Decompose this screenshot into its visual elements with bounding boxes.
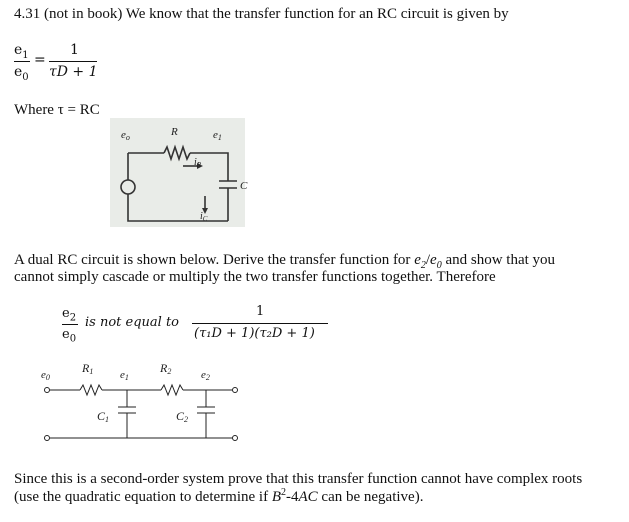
eq1-rhs-numerator: 1 bbox=[70, 42, 79, 58]
c1-label-iR: $i_R$ bbox=[194, 157, 202, 169]
c1-label-C: C bbox=[240, 180, 248, 192]
dual-paragraph-line-2: cannot simply cascade or multiply the two transfer functions together. Therefore bbox=[14, 269, 496, 285]
c2-label-R2: R2 bbox=[160, 361, 172, 376]
c2-terminal-out-top bbox=[233, 388, 238, 393]
c1-label-iC: $i_C$ bbox=[200, 211, 208, 223]
c2-label-e1: e1 bbox=[120, 369, 129, 382]
c2-label-R1: R1 bbox=[82, 361, 94, 376]
dual-paragraph-line-1: A dual RC circuit is shown below. Derive the transfer function for $e_2/e_0$ and show that you bbox=[14, 252, 556, 271]
closing-line-1: Since this is a second-order system prove that this transfer function cannot have complex roots bbox=[14, 471, 583, 487]
eq1-rhs-denominator: τD + 1 bbox=[49, 64, 98, 80]
where-tau-line: Where τ = RC bbox=[14, 102, 100, 118]
eq1-lhs-numerator: $e_1$ bbox=[14, 42, 29, 61]
eq2-lhs-denominator: $e_0$ bbox=[62, 327, 77, 345]
c1-label-R: R bbox=[171, 126, 178, 138]
eq2-lhs-numerator: $e_2$ bbox=[62, 306, 77, 324]
closing-line-2: (use the quadratic equation to determine if $B^2-4AC$ can be negative). bbox=[14, 487, 424, 505]
c2-terminal-in-top bbox=[45, 388, 50, 393]
c2-label-e0: e0 bbox=[41, 369, 50, 382]
c2-terminal-out-bottom bbox=[233, 436, 238, 441]
c2-label-C2: C2 bbox=[176, 409, 189, 424]
eq1-lhs-denominator: $e_0$ bbox=[14, 64, 29, 83]
c2-resistor-R2 bbox=[161, 385, 183, 395]
eq2-rhs-denominator: (τ₁D + 1)(τ₂D + 1) bbox=[194, 326, 315, 341]
eq2-middle-text: is not equal to bbox=[85, 315, 179, 330]
eq1-equals: = bbox=[34, 52, 46, 68]
problem-header: 4.31 (not in book) We know that the transfer function for an RC circuit is given by bbox=[14, 6, 509, 22]
c2-label-e2: e2 bbox=[201, 369, 210, 382]
c2-terminal-in-bottom bbox=[45, 436, 50, 441]
c2-label-C1: C1 bbox=[97, 409, 110, 424]
c2-resistor-R1 bbox=[80, 385, 102, 395]
c1-label-e0: eo bbox=[121, 129, 130, 142]
eq2-rhs-numerator: 1 bbox=[256, 304, 265, 319]
c1-label-e1: e1 bbox=[213, 129, 222, 142]
